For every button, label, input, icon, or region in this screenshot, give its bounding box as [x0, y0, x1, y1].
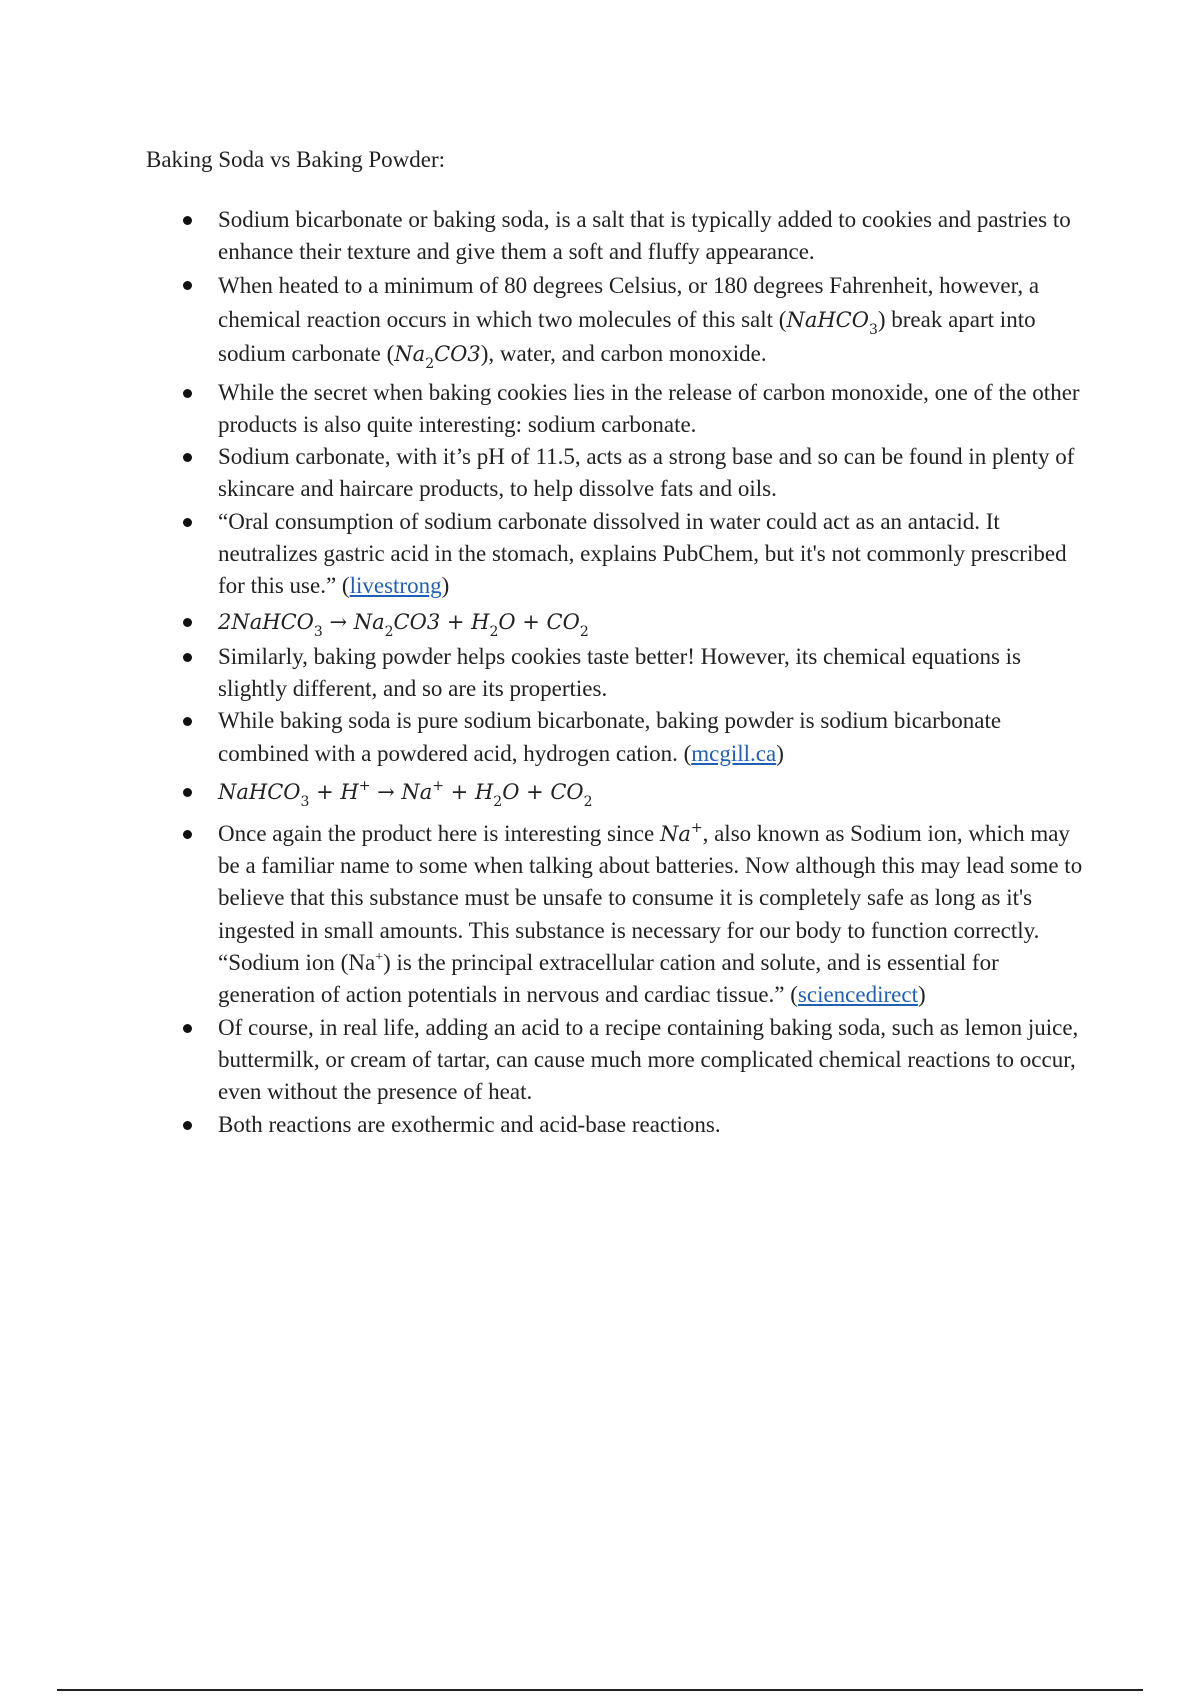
bullet-list	[183, 204, 1088, 1141]
formula-na2co3: $Na_2CO3$	[394, 341, 481, 372]
list-item-equation	[183, 603, 1088, 641]
equation-baking-soda: 2NaHCO$_3$ → $Na_2CO3 + H_2O + CO_2$	[218, 609, 589, 640]
formula-na-ion: Na+	[659, 819, 703, 846]
list-item: Sodium carbonate, with it’s pH of 11.5, acts as a strong base and so can be found in plenty of skincare and haircare products, to help dissolve fats and oils.	[183, 441, 1088, 506]
list-item: “Oral consumption of sodium carbonate dissolved in water could act as an antacid. It neutralizes gastric acid in the stomach, explains PubChem, but it's not commonly prescribed for this use.” (livestrong)	[183, 506, 1088, 603]
item-text: Once again the product here is interesting since	[218, 820, 660, 846]
list-item	[183, 269, 1088, 371]
list-item: While baking soda is pure sodium bicarbonate, baking powder is sodium bicarbonate combined with a powdered acid, hydrogen cation. (mcgill.ca)	[183, 705, 1088, 770]
page-title: Baking Soda vs Baking Powder:	[146, 147, 445, 172]
list-item: Both reactions are exothermic and acid-base reactions.	[183, 1109, 1088, 1141]
item-text: ) is the principal extracellular cation and solute, and is essential for generation of action potentials in nervous and cardiac tissue.” (	[218, 950, 999, 1008]
list-item: Once again the product here is interesting since Na+, also known as Sodium ion, which may be a familiar name to some when talking about batteries. Now although this may lead some to believe that this substance must be unsafe to consume it is completely safe as long as it's ingested in small amounts. This substance is necessary for our body to function correctly. “Sodium ion (Na+) is the principal extracellular cation and solute, and is essential for generation of action potentials in nervous and cardiac tissue.” (sciencedirect)	[183, 818, 1088, 1012]
item-text: When heated to a minimum of 80 degrees Celsius, or 180 degrees Fahrenheit, however, a chemical reaction occurs in which two molecules of this salt (	[218, 272, 1040, 332]
item-text: ), water, and carbon monoxide.	[480, 340, 767, 366]
list-item: Sodium bicarbonate or baking soda, is a salt that is typically added to cookies and pastries to enhance their texture and give them a soft and fluffy appearance.	[183, 204, 1088, 269]
formula-nahco3: NaHCO$_3$	[786, 307, 878, 338]
item-text: ) break apart into sodium carbonate (	[218, 306, 1036, 366]
item-text: , also known as Sodium ion, which may be a familiar name to some when talking about batteries. Now although this may lead some to believe that this substance must be unsafe to consume it is completely safe as long as it's ingested in small amounts. This substance is necessary for our body to function correctly. “Sodium ion (Na	[218, 820, 1083, 976]
equation-baking-powder: NaHCO$_3$ + $H^+ \to Na^+ + H_2O + CO_2$	[218, 777, 593, 810]
list-item-equation	[183, 770, 1088, 814]
livestrong-link[interactable]: livestrong	[349, 573, 442, 599]
item-text: “Oral consumption of sodium carbonate dissolved in water could act as an antacid. It neutralizes gastric acid in the stomach, explains PubChem, but it's not commonly prescribed for this use.” (	[218, 508, 1067, 599]
sciencedirect-link[interactable]: sciencedirect	[797, 982, 918, 1008]
list-item: Of course, in real life, adding an acid to a recipe containing baking soda, such as lemon juice, buttermilk, or cream of tartar, can cause much more complicated chemical reactions to occur, even without the presence of heat.	[183, 1012, 1088, 1109]
footer-rule	[57, 1689, 1143, 1691]
list-item: Similarly, baking powder helps cookies taste better! However, its chemical equations is slightly different, and so are its properties.	[183, 641, 1088, 706]
mcgill-link[interactable]: mcgill.ca	[691, 740, 777, 766]
item-text: While baking soda is pure sodium bicarbonate, baking powder is sodium bicarbonate combined with a powdered acid, hydrogen cation. (	[218, 708, 1002, 766]
list-item: While the secret when baking cookies lies in the release of carbon monoxide, one of the other products is also quite interesting: sodium carbonate.	[183, 377, 1088, 442]
